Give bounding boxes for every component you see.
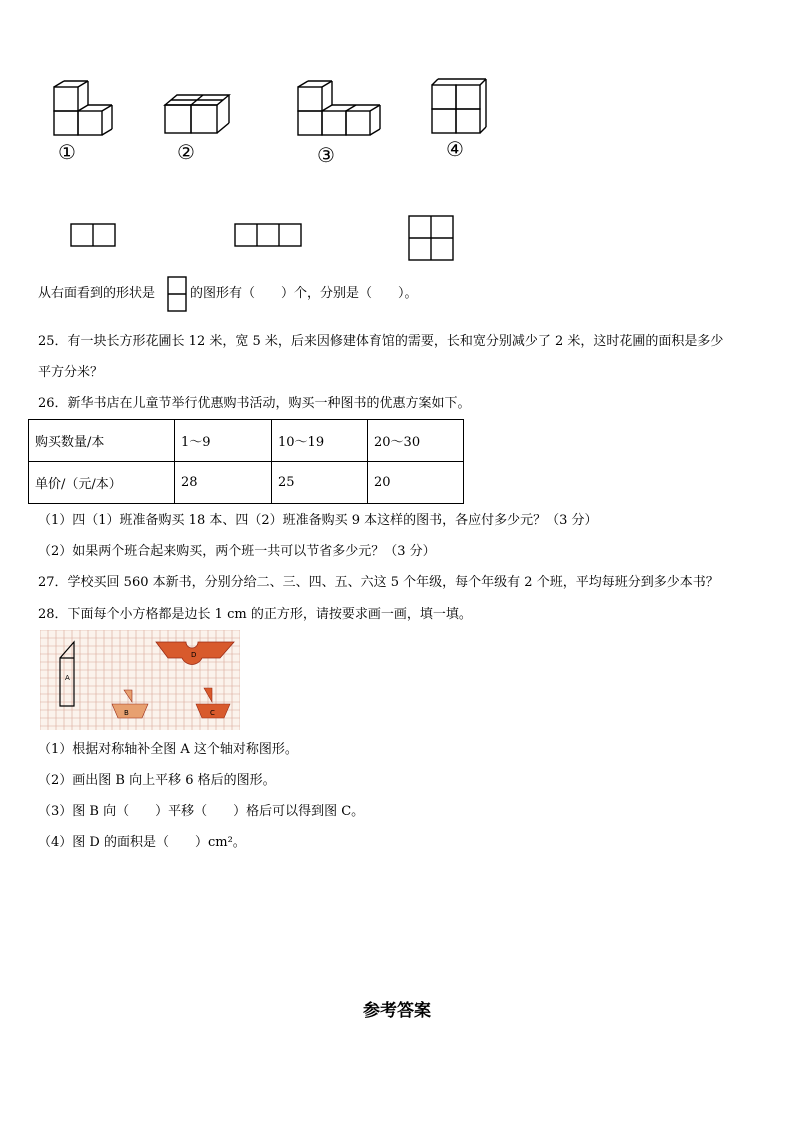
figure-4-cubes	[432, 79, 486, 133]
cube-figures	[40, 75, 520, 185]
table-cell: 20～30	[368, 420, 464, 462]
q28-sub3: （3）图 B 向（ ）平移（ ）格后可以得到图 C。	[38, 804, 365, 819]
table-cell: 单价/（元/本）	[29, 462, 175, 504]
q25-line2: 平方分米？	[38, 365, 104, 380]
side-view-caption: 从右面看到的形状是	[38, 286, 156, 301]
shape-c-label: C	[210, 709, 215, 717]
shape-b-label: B	[124, 709, 129, 717]
table-cell: 20	[368, 462, 464, 504]
shape-a-label: A	[65, 674, 70, 682]
figure-2-label: ②	[177, 140, 195, 164]
table-cell: 25	[272, 462, 368, 504]
price-table	[28, 419, 464, 504]
answer-heading: 参考答案	[363, 1001, 431, 1021]
q26-sub2: （2）如果两个班合起来购买，两个班一共可以节省多少元？（3 分）	[38, 544, 436, 559]
shape-d-label: D	[191, 651, 197, 659]
table-cell: 1～9	[175, 420, 272, 462]
q26-sub1: （1）四（1）班准备购买 18 本、四（2）班准备购买 9 本这样的图书，各应付多少元？（3 分）	[38, 513, 598, 528]
table-cell: 28	[175, 462, 272, 504]
figure-3-cubes	[298, 81, 380, 135]
figure-1-label: ①	[58, 140, 76, 164]
side-view-shapes	[60, 210, 460, 270]
figure-4-label: ④	[446, 137, 464, 161]
q25-line1: 25．有一块长方形花圃长 12 米，宽 5 米，后来因修建体育馆的需要，长和宽分别减少了 2 米，这时花圃的面积是多少	[38, 334, 724, 349]
grid-figure	[40, 630, 240, 730]
side-view-icon	[166, 276, 188, 312]
table-cell: 购买数量/本	[29, 420, 175, 462]
side-view-caption-rest: 的图形有（ ）个，分别是（ ）。	[190, 286, 418, 301]
q27-text: 27．学校买回 560 本新书，分别分给二、三、四、五、六这 5 个年级，每个年级有 2 个班，平均每班分到多少本书？	[38, 575, 719, 590]
table-row	[29, 420, 464, 462]
table-row	[29, 462, 464, 504]
q28-title: 28．下面每个小方格都是边长 1 cm 的正方形，请按要求画一画，填一填。	[38, 607, 472, 622]
table-cell: 10～19	[272, 420, 368, 462]
figure-2-cubes	[165, 95, 229, 133]
q28-sub4: （4）图 D 的面积是（ ）cm²。	[38, 835, 246, 850]
q26-title: 26．新华书店在儿童节举行优惠购书活动，购买一种图书的优惠方案如下。	[38, 396, 471, 411]
figure-3-label: ③	[317, 143, 335, 167]
figure-1-cubes	[54, 81, 112, 135]
q28-sub2: （2）画出图 B 向上平移 6 格后的图形。	[38, 773, 276, 788]
q28-sub1: （1）根据对称轴补全图 A 这个轴对称图形。	[38, 742, 298, 757]
shape-b-hull	[112, 704, 148, 718]
